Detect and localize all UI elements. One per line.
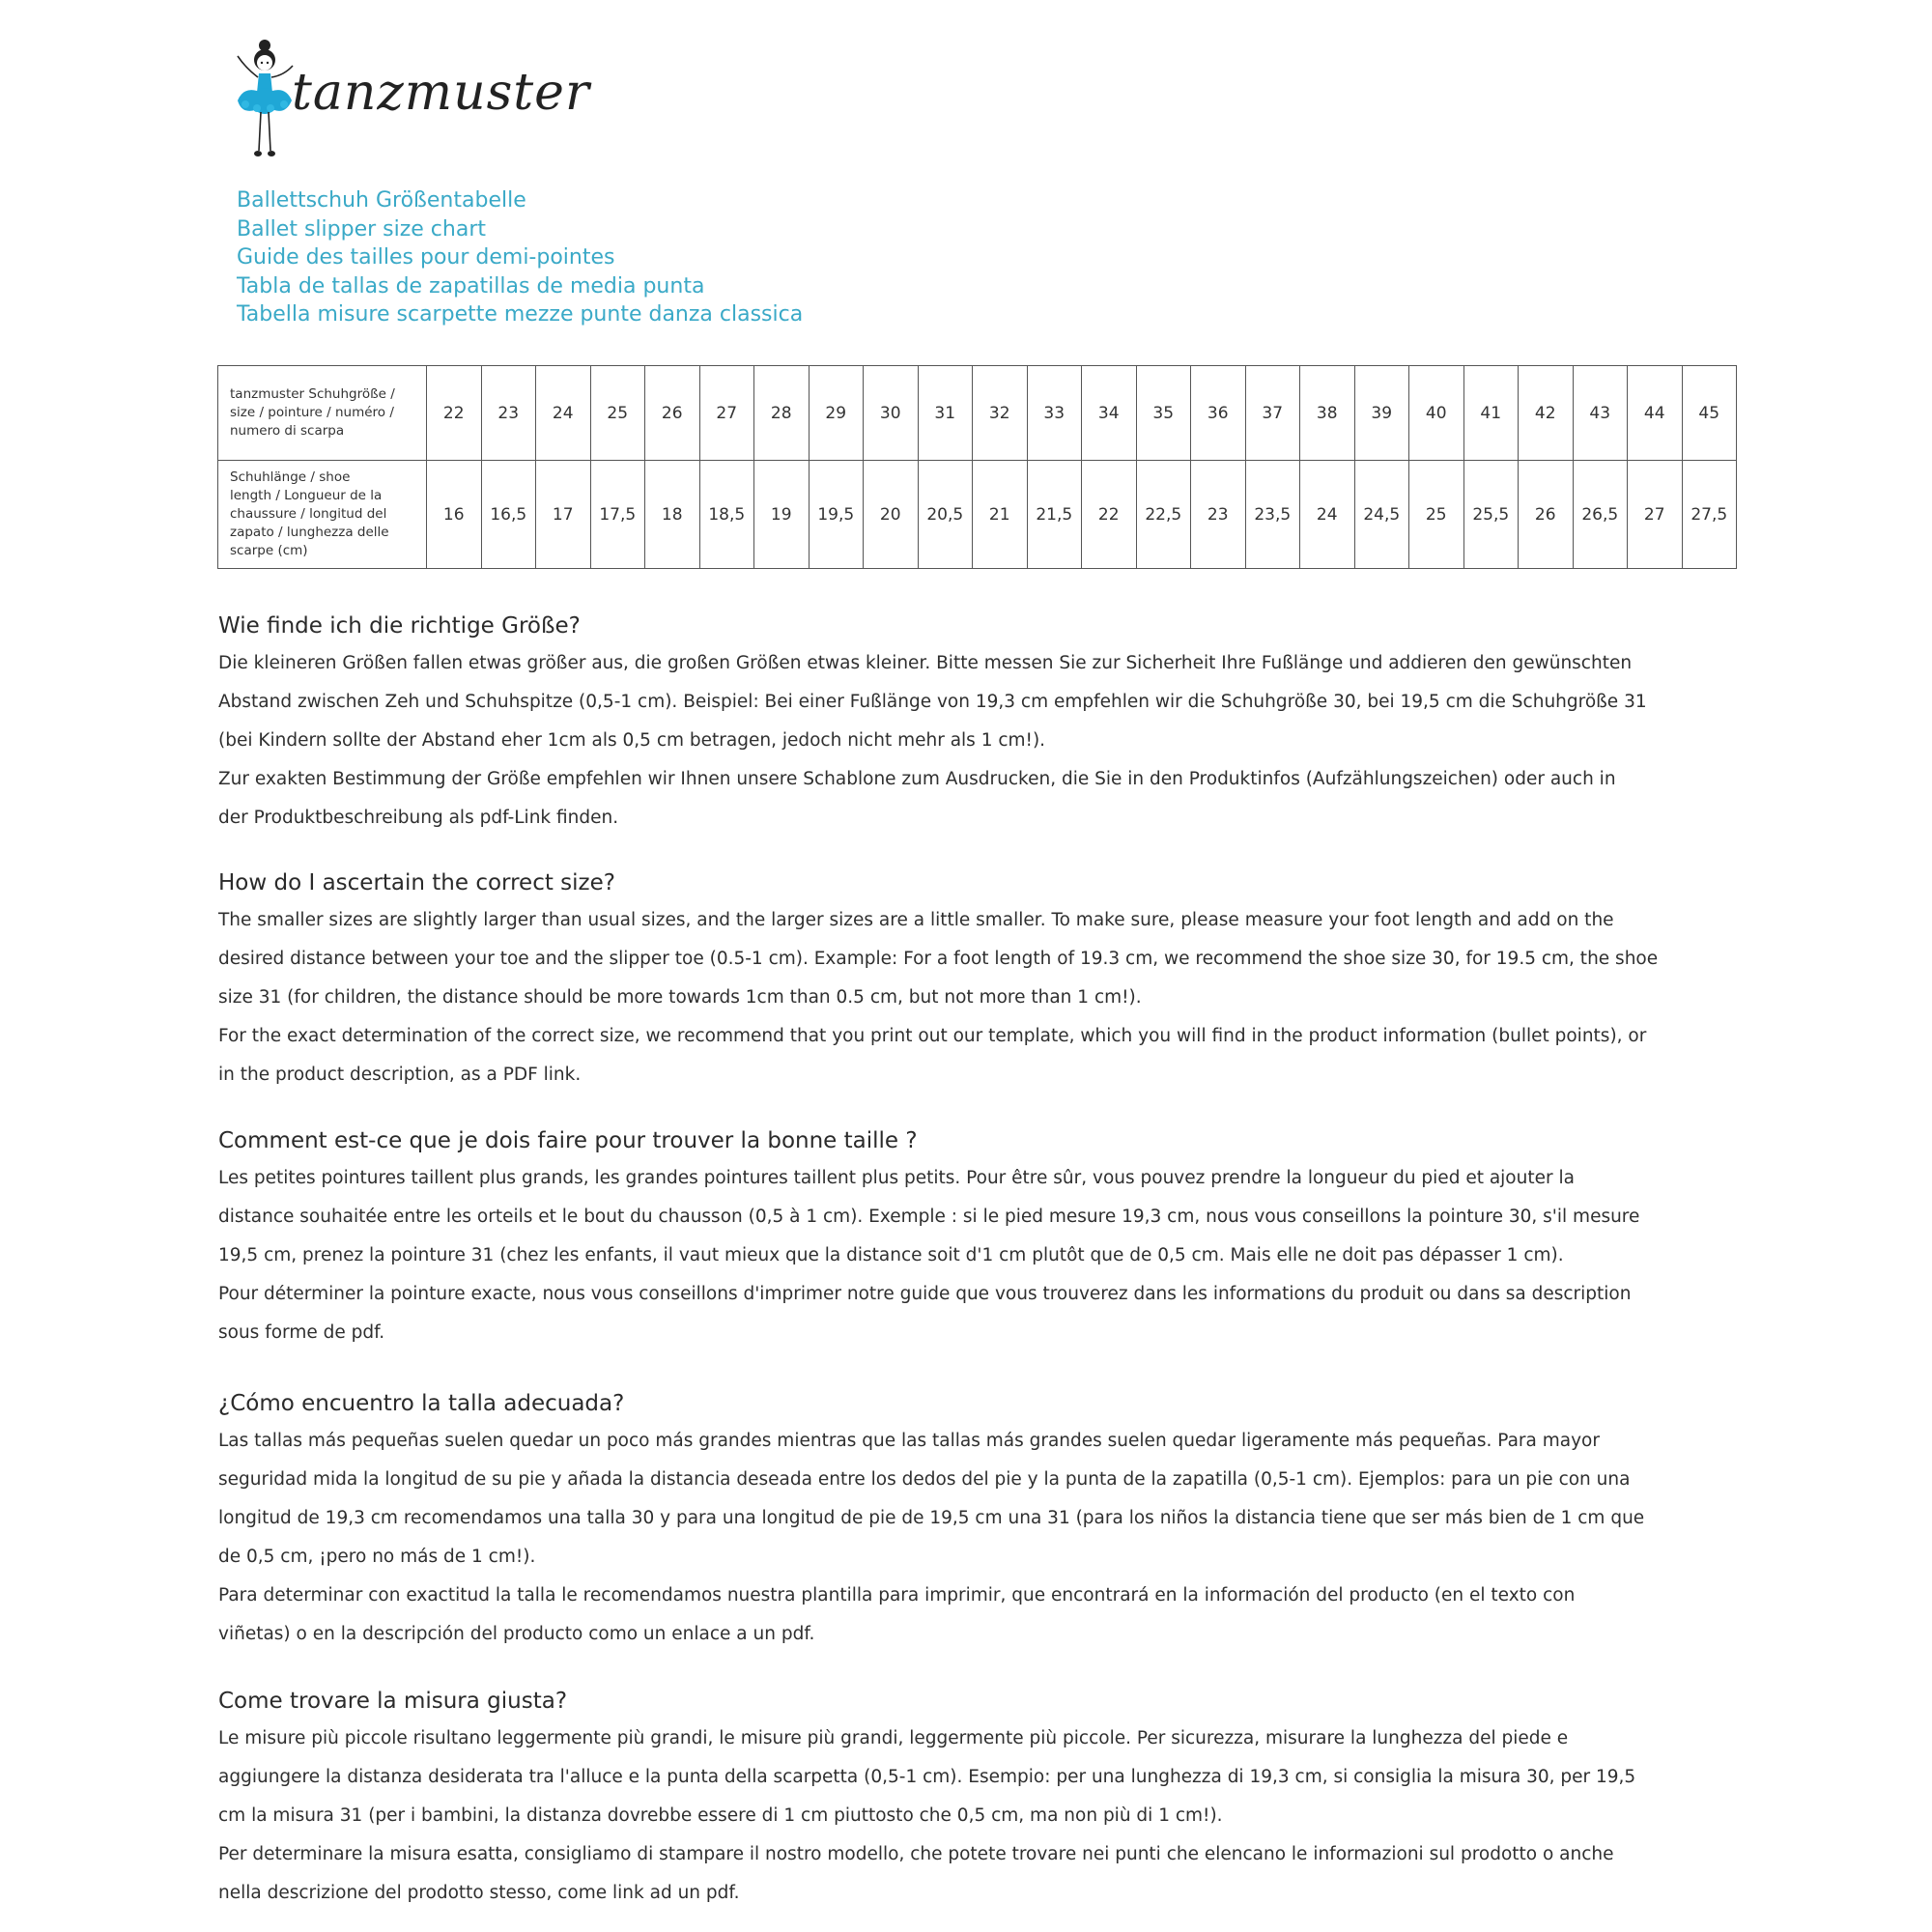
section-body [218,1159,1725,1352]
body-line: desired distance between your toe and the slipper toe (0.5-1 cm). Example: For a foot length of 19.3 cm, we recommend the shoe size 30, for 19.5 cm, the shoe [218,949,1659,969]
table-row-lengths [218,461,1737,569]
title-block [237,186,803,329]
length-header-line: length / Longueur de la [230,488,383,503]
body-line: size 31 (for children, the distance should be more towards 1cm than 0.5 cm, but not more than 1 cm!). [218,987,1142,1008]
length-cell: 27 [1628,461,1683,569]
body-line: de 0,5 cm, ¡pero no más de 1 cm!). [218,1547,536,1567]
section-body [218,644,1725,838]
body-line: The smaller sizes are slightly larger than usual sizes, and the larger sizes are a little smaller. To make sure, please measure your foot length and add on the [218,910,1614,930]
body-line: sous forme de pdf. [218,1322,385,1343]
section-heading: How do I ascertain the correct size? [218,870,615,895]
length-cell: 20 [864,461,919,569]
size-cell: 28 [754,366,810,461]
length-cell: 17 [536,461,591,569]
length-cell: 26,5 [1573,461,1628,569]
section-heading: Come trovare la misura giusta? [218,1689,568,1714]
body-line: longitud de 19,3 cm recomendamos una talla 30 y para una longitud de pie de 19,5 cm una 31 (para los niños la distancia tiene que ser más bien de 1 cm que [218,1508,1645,1528]
section-en [218,868,1725,1094]
length-cell: 22,5 [1136,461,1191,569]
body-line: Die kleineren Größen fallen etwas größer aus, die großen Größen etwas kleiner. Bitte messen Sie zur Sicherheit Ihre Fußlänge und addieren den gewünschten [218,653,1633,673]
size-cell: 22 [427,366,482,461]
body-line: 19,5 cm, prenez la pointure 31 (chez les enfants, il vaut mieux que la distance soit d'1 cm plutôt que de 0,5 cm. Mais elle ne doit pas dépasser 1 cm). [218,1245,1564,1265]
length-cell: 21 [973,461,1028,569]
body-line: nella descrizione del prodotto stesso, come link ad un pdf. [218,1883,740,1903]
title-it: Tabella misure scarpette mezze punte danza classica [237,302,804,327]
logo-wordmark: tanzmuster [292,64,590,122]
size-cell: 37 [1245,366,1300,461]
length-cell: 16,5 [481,461,536,569]
length-cell: 22 [1082,461,1137,569]
ballerina-icon [232,37,299,162]
section-body [218,1422,1725,1654]
length-cell: 20,5 [918,461,973,569]
size-cell: 45 [1682,366,1737,461]
size-cell: 43 [1573,366,1628,461]
length-cell: 18 [645,461,700,569]
section-es [218,1389,1725,1654]
size-table [217,365,1737,569]
length-cell: 21,5 [1027,461,1082,569]
size-row-header [218,366,427,461]
size-cell: 38 [1300,366,1355,461]
length-cell: 17,5 [590,461,645,569]
size-cell: 35 [1136,366,1191,461]
size-header-line: tanzmuster Schuhgröße / [230,386,395,402]
size-cell: 26 [645,366,700,461]
size-cell: 40 [1409,366,1464,461]
body-line: Abstand zwischen Zeh und Schuhspitze (0,5-1 cm). Beispiel: Bei einer Fußlänge von 19,3 cm empfehlen wir die Schuhgröße 30, bei 19,5 cm die Schuhgröße 31 [218,692,1647,712]
size-header-line: size / pointure / numéro / [230,405,394,420]
size-cell: 27 [699,366,754,461]
body-line: in the product description, as a PDF link. [218,1065,582,1085]
section-body [218,1719,1725,1913]
body-line: Le misure più piccole risultano leggermente più grandi, le misure più grandi, leggermente più piccole. Per sicurezza, misurare la lunghezza del piede e [218,1728,1569,1748]
length-cell: 24 [1300,461,1355,569]
length-cell: 23,5 [1245,461,1300,569]
section-it [218,1687,1725,1913]
body-line: Las tallas más pequeñas suelen quedar un poco más grandes mientras que las tallas más grandes suelen quedar ligeramente más pequeñas. Para mayor [218,1431,1600,1451]
size-cell: 41 [1463,366,1519,461]
section-heading: ¿Cómo encuentro la talla adecuada? [218,1391,625,1416]
title-fr: Guide des tailles pour demi-pointes [237,245,615,270]
section-de [218,611,1725,838]
length-header-line: Schuhlänge / shoe [230,469,351,485]
body-line: cm la misura 31 (per i bambini, la distanza dovrebbe essere di 1 cm piuttosto che 0,5 cm, ma non più di 1 cm!). [218,1805,1223,1826]
size-cell: 24 [536,366,591,461]
size-cell: 39 [1354,366,1409,461]
size-cell: 33 [1027,366,1082,461]
size-cell: 32 [973,366,1028,461]
size-cell: 34 [1082,366,1137,461]
size-cell: 29 [809,366,864,461]
section-heading: Wie finde ich die richtige Größe? [218,613,581,639]
title-de: Ballettschuh Größentabelle [237,188,526,213]
body-line: Para determinar con exactitud la talla le recomendamos nuestra plantilla para imprimir, que encontrará en la información del producto (en el texto con [218,1585,1576,1605]
body-line: Pour déterminer la pointure exacte, nous vous conseillons d'imprimer notre guide que vous trouverez dans les informations du produit ou dans sa description [218,1284,1632,1304]
brand-logo [232,37,590,162]
body-line: distance souhaitée entre les orteils et le bout du chausson (0,5 à 1 cm). Exemple : si le pied mesure 19,3 cm, nous vous conseillons la pointure 30, s'il mesure [218,1207,1640,1227]
size-header-line: numero di scarpa [230,423,345,439]
body-line: der Produktbeschreibung als pdf-Link finden. [218,808,619,828]
body-line: (bei Kindern sollte der Abstand eher 1cm als 0,5 cm betragen, jedoch nicht mehr als 1 cm!). [218,730,1046,751]
section-fr [218,1126,1725,1352]
title-es: Tabla de tallas de zapatillas de media punta [237,273,705,298]
length-row-header [218,461,427,569]
size-cell: 23 [481,366,536,461]
size-cell: 42 [1519,366,1574,461]
size-cell: 36 [1191,366,1246,461]
length-cell: 16 [427,461,482,569]
size-cell: 25 [590,366,645,461]
title-en: Ballet slipper size chart [237,216,486,242]
length-cell: 25,5 [1463,461,1519,569]
length-header-line: scarpe (cm) [230,543,308,558]
size-cell: 44 [1628,366,1683,461]
length-cell: 27,5 [1682,461,1737,569]
size-cell: 31 [918,366,973,461]
length-cell: 19 [754,461,810,569]
body-line: viñetas) o en la descripción del producto como un enlace a un pdf. [218,1624,815,1644]
section-body [218,901,1725,1094]
size-cell: 30 [864,366,919,461]
table-row-sizes [218,366,1737,461]
body-line: seguridad mida la longitud de su pie y añada la distancia deseada entre los dedos del pie y la punta de la zapatilla (0,5-1 cm). Ejemplos: para un pie con una [218,1469,1631,1490]
length-header-line: zapato / lunghezza delle [230,525,389,540]
body-line: Zur exakten Bestimmung der Größe empfehlen wir Ihnen unsere Schablone zum Ausdrucken, die Sie in den Produktinfos (Aufzählungszeichen) oder auch in [218,769,1616,789]
body-line: aggiungere la distanza desiderata tra l'alluce e la punta della scarpetta (0,5-1 cm). Esempio: per una lunghezza di 19,3 cm, si consiglia la misura 30, per 19,5 [218,1767,1636,1787]
length-cell: 23 [1191,461,1246,569]
length-cell: 19,5 [809,461,864,569]
body-line: Les petites pointures taillent plus grands, les grandes pointures taillent plus petits. Pour être sûr, vous pouvez prendre la longueur du pied et ajouter la [218,1168,1575,1188]
length-cell: 26 [1519,461,1574,569]
body-line: For the exact determination of the correct size, we recommend that you print out our template, which you will find in the product information (bullet points), or [218,1026,1647,1046]
length-cell: 25 [1409,461,1464,569]
length-cell: 24,5 [1354,461,1409,569]
section-heading: Comment est-ce que je dois faire pour trouver la bonne taille ? [218,1128,918,1153]
length-header-line: chaussure / longitud del [230,506,387,522]
length-cell: 18,5 [699,461,754,569]
body-line: Per determinare la misura esatta, consigliamo di stampare il nostro modello, che potete trovare nei punti che elencano le informazioni sul prodotto o anche [218,1844,1614,1864]
